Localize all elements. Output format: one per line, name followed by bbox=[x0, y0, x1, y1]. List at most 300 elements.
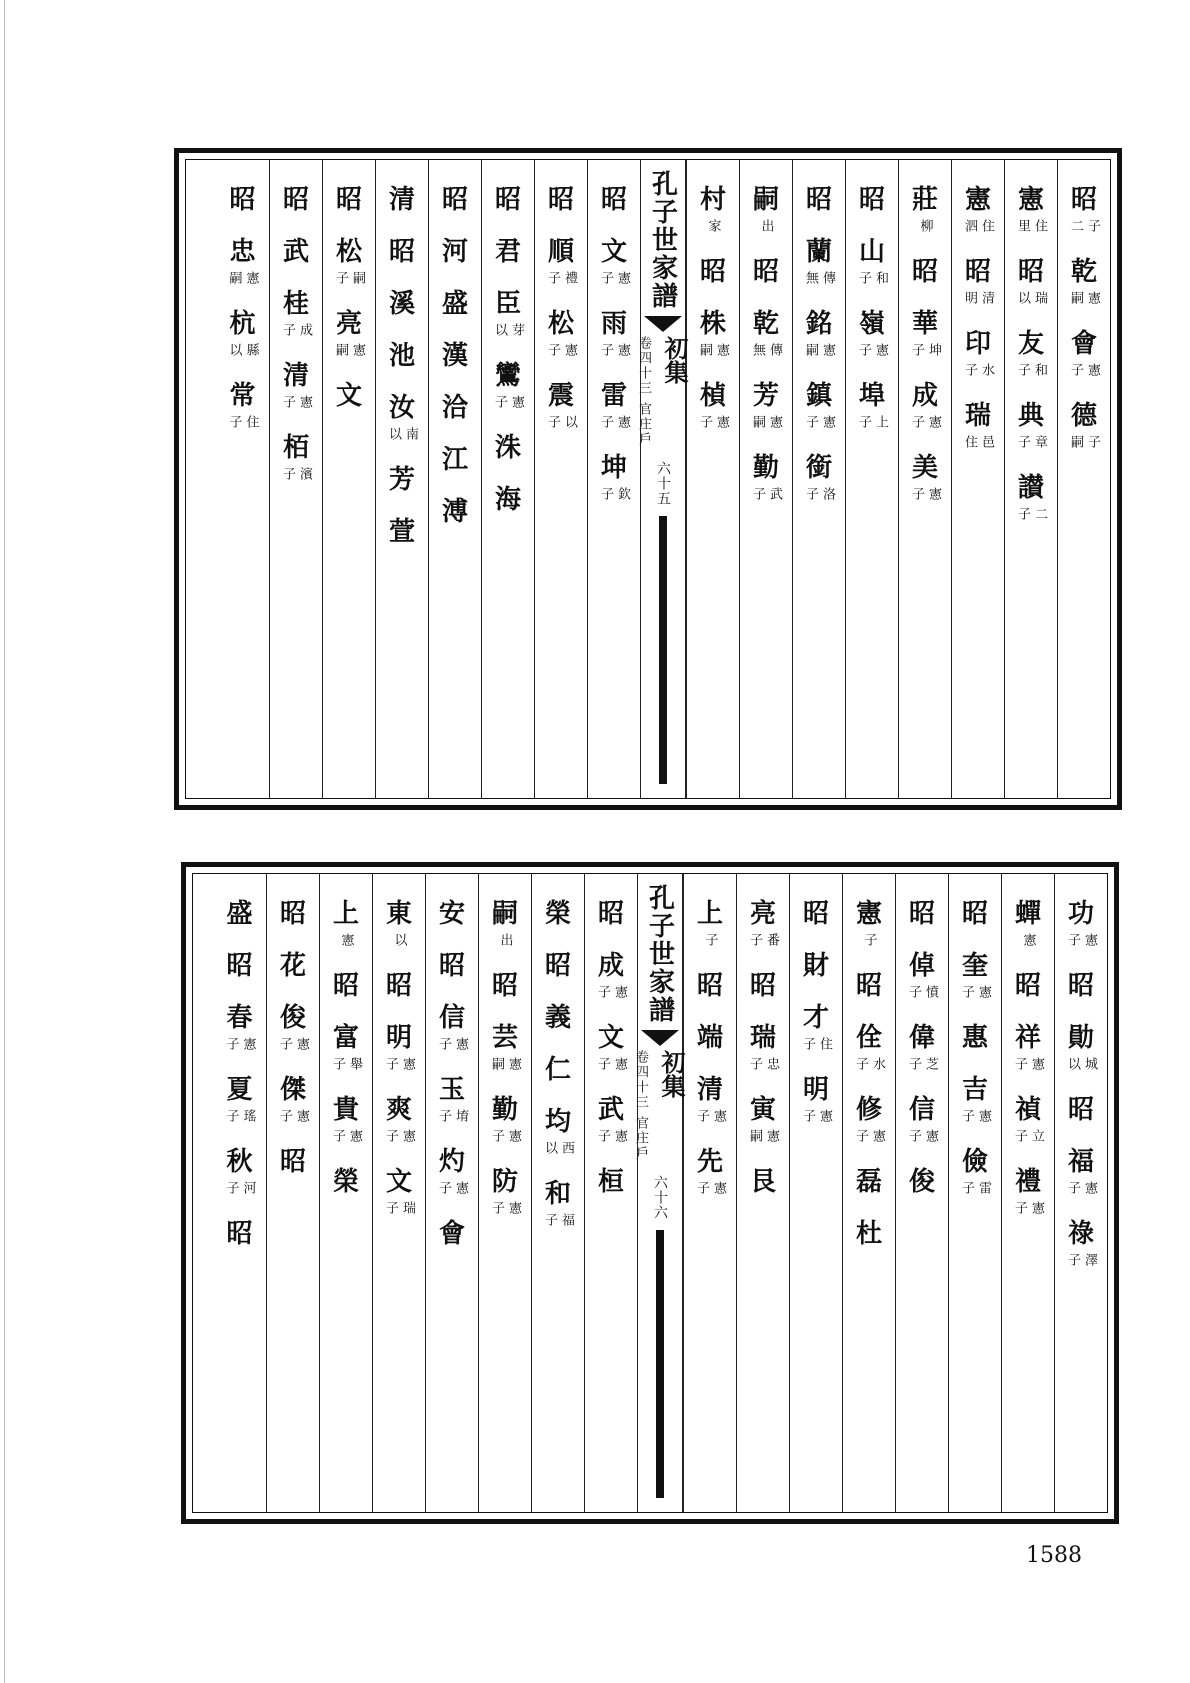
name-entry bbox=[276, 1146, 310, 1178]
annotation-line: 無 bbox=[803, 271, 818, 288]
name-character: 惠 bbox=[961, 1023, 988, 1053]
name-character: 友 bbox=[1017, 329, 1044, 359]
name-character: 雨 bbox=[600, 309, 627, 339]
entry-column bbox=[428, 160, 481, 798]
annotation-line: 憲 bbox=[1029, 1057, 1044, 1074]
name-entry bbox=[1064, 1218, 1098, 1270]
annotation-line: 子 bbox=[436, 1181, 451, 1198]
name-entry bbox=[594, 950, 628, 1002]
annotation bbox=[803, 343, 835, 360]
annotation-line: 子 bbox=[1065, 1181, 1080, 1198]
name-character: 瑞 bbox=[749, 1023, 776, 1053]
name-entry bbox=[226, 380, 260, 432]
annotation-line: 子 bbox=[697, 415, 712, 432]
name-character: 華 bbox=[911, 309, 938, 339]
name-character: 昭 bbox=[279, 899, 306, 929]
name-character: 株 bbox=[699, 309, 726, 339]
name-entry bbox=[908, 380, 942, 432]
name-entry bbox=[385, 184, 419, 216]
name-entry bbox=[488, 898, 522, 950]
annotation bbox=[595, 1129, 627, 1146]
name-character: 昭 bbox=[226, 1219, 253, 1249]
annotation bbox=[706, 219, 721, 236]
annotation-line: 憲 bbox=[294, 1109, 309, 1126]
entry-column bbox=[587, 160, 640, 798]
annotation-line: 憲 bbox=[506, 1057, 521, 1074]
name-entry bbox=[1067, 328, 1101, 380]
annotation bbox=[803, 487, 835, 504]
name-entry bbox=[544, 308, 578, 360]
name-entry bbox=[749, 256, 783, 288]
annotation bbox=[759, 219, 774, 236]
name-character: 昭 bbox=[438, 951, 465, 981]
annotation bbox=[383, 1057, 415, 1074]
annotation-line: 憲 bbox=[1020, 933, 1036, 950]
name-character: 清 bbox=[696, 1075, 723, 1105]
name-entry bbox=[746, 898, 780, 950]
name-character: 德 bbox=[1070, 401, 1097, 431]
annotation-line: 子 bbox=[856, 343, 871, 360]
annotation-line: 子 bbox=[436, 1037, 451, 1054]
annotation bbox=[542, 1141, 574, 1158]
annotation bbox=[1012, 1201, 1044, 1218]
name-entry bbox=[696, 380, 730, 432]
name-character: 文 bbox=[600, 237, 627, 267]
annotation-line: 里 bbox=[1015, 219, 1030, 236]
annotation-line: 嗣 bbox=[350, 271, 365, 288]
annotation bbox=[542, 1213, 574, 1230]
annotation bbox=[339, 933, 354, 950]
name-entry bbox=[905, 1022, 939, 1074]
annotation-line: 子 bbox=[1015, 435, 1030, 452]
name-character: 杜 bbox=[855, 1219, 882, 1249]
annotation bbox=[280, 323, 312, 340]
name-character: 才 bbox=[802, 1003, 829, 1033]
annotation bbox=[1068, 291, 1100, 308]
entry-column bbox=[1004, 160, 1057, 798]
name-character: 順 bbox=[547, 237, 574, 267]
name-entry bbox=[1064, 1146, 1098, 1198]
annotation-line: 子 bbox=[598, 271, 613, 288]
annotation bbox=[909, 487, 941, 504]
fishtail-mark bbox=[644, 316, 682, 332]
name-entry bbox=[799, 898, 833, 930]
annotation-line: 憲 bbox=[615, 415, 630, 432]
annotation-line: 子 bbox=[280, 323, 295, 340]
name-entry bbox=[435, 1146, 469, 1198]
annotation-line: 嗣 bbox=[333, 343, 348, 360]
annotation bbox=[1068, 363, 1100, 380]
annotation-line: 子 bbox=[853, 1057, 868, 1074]
name-character: 爽 bbox=[385, 1095, 412, 1125]
annotation bbox=[1012, 1057, 1044, 1074]
name-character: 鸞 bbox=[494, 361, 521, 391]
annotation bbox=[909, 343, 941, 360]
name-character: 文 bbox=[597, 1023, 624, 1053]
annotation bbox=[906, 1129, 938, 1146]
name-character: 乾 bbox=[1070, 257, 1097, 287]
annotation bbox=[803, 271, 835, 288]
name-entry bbox=[746, 1022, 780, 1074]
name-entry bbox=[1014, 184, 1048, 236]
name-entry bbox=[958, 1074, 992, 1126]
annotation-line: 以 bbox=[391, 933, 407, 950]
annotation-line: 芽 bbox=[509, 323, 524, 340]
name-entry bbox=[908, 452, 942, 504]
name-character: 玉 bbox=[438, 1075, 465, 1105]
annotation bbox=[280, 395, 312, 412]
annotation-line: 子 bbox=[595, 1057, 610, 1074]
name-entry bbox=[279, 432, 313, 484]
name-entry bbox=[746, 1166, 780, 1198]
name-character: 義 bbox=[544, 1003, 571, 1033]
name-character: 君 bbox=[494, 237, 521, 267]
name-entry bbox=[541, 950, 575, 982]
name-entry bbox=[541, 1178, 575, 1230]
name-character: 昭 bbox=[547, 185, 574, 215]
annotation-line: 瑞 bbox=[1032, 291, 1047, 308]
name-entry bbox=[1014, 256, 1048, 308]
name-character: 亮 bbox=[335, 309, 362, 339]
collection-label: 初集 bbox=[657, 1050, 686, 1098]
annotation-line: 成 bbox=[297, 323, 312, 340]
annotation-line: 憲 bbox=[926, 415, 941, 432]
annotation bbox=[694, 1109, 726, 1126]
name-entry bbox=[435, 1074, 469, 1126]
name-character: 杭 bbox=[229, 309, 256, 339]
annotation-line: 憲 bbox=[926, 487, 941, 504]
name-character: 昭 bbox=[1017, 257, 1044, 287]
annotation bbox=[697, 343, 729, 360]
name-character: 臣 bbox=[494, 289, 521, 319]
annotation-line: 二 bbox=[1068, 219, 1083, 236]
folio-number: 六十五 bbox=[655, 461, 671, 507]
name-entry bbox=[1064, 1022, 1098, 1074]
annotation-line: 以 bbox=[1065, 1057, 1080, 1074]
annotation bbox=[856, 415, 888, 432]
name-entry bbox=[696, 184, 730, 236]
annotation-line: 憲 bbox=[612, 985, 627, 1002]
name-entry bbox=[329, 898, 363, 950]
name-character: 震 bbox=[547, 381, 574, 411]
annotation bbox=[1015, 363, 1047, 380]
name-character: 先 bbox=[696, 1147, 723, 1177]
entry-column bbox=[948, 874, 1001, 1512]
name-entry bbox=[905, 950, 939, 1002]
annotation bbox=[1065, 1253, 1097, 1270]
name-entry bbox=[279, 288, 313, 340]
entry-column bbox=[216, 160, 269, 798]
annotation-line: 憲 bbox=[817, 1109, 832, 1126]
name-entry bbox=[852, 898, 886, 950]
name-entry bbox=[905, 1094, 939, 1146]
annotation-line: 水 bbox=[870, 1057, 885, 1074]
annotation bbox=[747, 1129, 779, 1146]
annotation bbox=[1068, 219, 1100, 236]
center-margin-column bbox=[633, 874, 686, 1512]
annotation-line: 番 bbox=[764, 933, 779, 950]
name-character: 昭 bbox=[855, 971, 882, 1001]
annotation-line: 憲 bbox=[1082, 933, 1097, 950]
name-character: 昭 bbox=[911, 257, 938, 287]
annotation-line: 子 bbox=[803, 487, 818, 504]
entry-column bbox=[1057, 160, 1110, 798]
annotation-line: 子 bbox=[1012, 1057, 1027, 1074]
name-entry bbox=[488, 1094, 522, 1146]
annotation-line: 子 bbox=[598, 343, 613, 360]
annotation-line: 子 bbox=[1085, 219, 1100, 236]
name-character: 春 bbox=[226, 1003, 253, 1033]
annotation-line: 舉 bbox=[347, 1057, 362, 1074]
name-entry bbox=[491, 484, 525, 516]
name-entry bbox=[802, 236, 836, 288]
annotation-line: 子 bbox=[906, 1129, 921, 1146]
annotation-line: 憲 bbox=[240, 1037, 256, 1054]
annotation-line: 以 bbox=[562, 415, 577, 432]
page-number: 1588 bbox=[1026, 1543, 1082, 1568]
name-character: 昭 bbox=[279, 1147, 306, 1177]
entry-column bbox=[534, 160, 587, 798]
annotation bbox=[959, 1109, 991, 1126]
name-character: 功 bbox=[1067, 899, 1094, 929]
annotation-line: 子 bbox=[280, 395, 295, 412]
name-entry bbox=[544, 184, 578, 216]
annotation-line: 憲 bbox=[297, 395, 312, 412]
center-margin-column bbox=[636, 160, 689, 798]
annotation-line: 子 bbox=[226, 415, 242, 432]
annotation bbox=[492, 323, 524, 340]
name-character: 祿 bbox=[1067, 1219, 1094, 1249]
name-character: 昭 bbox=[494, 185, 521, 215]
name-character: 蘭 bbox=[805, 237, 832, 267]
annotation-line: 憲 bbox=[615, 271, 630, 288]
annotation-line: 憲 bbox=[976, 985, 991, 1002]
annotation-line: 柳 bbox=[917, 219, 933, 236]
name-entry bbox=[488, 1022, 522, 1074]
name-character: 美 bbox=[911, 453, 938, 483]
annotation-line: 子 bbox=[853, 1129, 868, 1146]
name-entry bbox=[435, 1218, 469, 1250]
name-character: 昭 bbox=[696, 971, 723, 1001]
annotation-line: 子 bbox=[223, 1181, 239, 1198]
entry-column bbox=[736, 874, 789, 1512]
name-entry bbox=[382, 970, 416, 1002]
name-character: 村 bbox=[699, 185, 726, 215]
annotation-line: 憲 bbox=[562, 343, 577, 360]
annotation bbox=[383, 1201, 415, 1218]
name-character: 東 bbox=[385, 899, 412, 929]
name-character: 花 bbox=[279, 951, 306, 981]
name-entry bbox=[961, 184, 995, 236]
name-entry bbox=[958, 1022, 992, 1054]
name-character: 明 bbox=[802, 1075, 829, 1105]
name-character: 蟬 bbox=[1014, 899, 1041, 929]
name-character: 成 bbox=[597, 951, 624, 981]
name-character: 萱 bbox=[388, 517, 415, 547]
name-entry bbox=[799, 1002, 833, 1054]
annotation bbox=[800, 1109, 832, 1126]
annotation-line: 子 bbox=[223, 1109, 239, 1126]
entry-column bbox=[842, 874, 895, 1512]
name-character: 儉 bbox=[961, 1147, 988, 1177]
name-character: 福 bbox=[1067, 1147, 1094, 1177]
name-character: 昭 bbox=[908, 899, 935, 929]
name-character: 昭 bbox=[385, 971, 412, 1001]
name-entry bbox=[905, 1166, 939, 1198]
entry-column bbox=[266, 874, 319, 1512]
name-character: 洙 bbox=[494, 433, 521, 463]
name-entry bbox=[597, 380, 631, 432]
name-character: 松 bbox=[335, 237, 362, 267]
annotation-line: 泗 bbox=[962, 219, 977, 236]
page-grid bbox=[192, 873, 1108, 1513]
annotation-line: 子 bbox=[856, 271, 871, 288]
name-entry bbox=[855, 184, 889, 216]
name-entry bbox=[1064, 1094, 1098, 1126]
name-entry bbox=[693, 970, 727, 1002]
annotation-line: 子 bbox=[800, 1109, 815, 1126]
name-entry bbox=[597, 452, 631, 504]
name-character: 昭 bbox=[332, 971, 359, 1001]
name-entry bbox=[958, 898, 992, 930]
annotation-line: 子 bbox=[492, 395, 507, 412]
name-character: 洽 bbox=[441, 393, 468, 423]
annotation bbox=[498, 933, 513, 950]
name-character: 雷 bbox=[600, 381, 627, 411]
name-entry bbox=[696, 256, 730, 288]
annotation-line: 憲 bbox=[506, 1129, 521, 1146]
annotation bbox=[383, 1129, 415, 1146]
name-entry bbox=[802, 184, 836, 216]
name-entry bbox=[693, 1074, 727, 1126]
annotation-line: 憲 bbox=[347, 1129, 362, 1146]
annotation-line: 和 bbox=[873, 271, 888, 288]
entry-column bbox=[269, 160, 322, 798]
annotation-line: 子 bbox=[856, 415, 871, 432]
annotation bbox=[595, 1057, 627, 1074]
annotation bbox=[1021, 933, 1036, 950]
annotation bbox=[333, 271, 365, 288]
annotation-line: 欽 bbox=[615, 487, 630, 504]
annotation-line: 住 bbox=[979, 219, 994, 236]
annotation bbox=[959, 985, 991, 1002]
annotation-line: 清 bbox=[979, 291, 994, 308]
annotation-line: 子 bbox=[383, 1057, 398, 1074]
name-character: 昭 bbox=[1014, 971, 1041, 1001]
annotation bbox=[598, 487, 630, 504]
annotation-line: 章 bbox=[1032, 435, 1047, 452]
annotation-line: 憲 bbox=[767, 415, 782, 432]
name-character: 昭 bbox=[600, 185, 627, 215]
annotation bbox=[489, 1129, 521, 1146]
annotation-line: 芝 bbox=[923, 1057, 938, 1074]
annotation-line: 子 bbox=[1065, 1253, 1080, 1270]
name-character: 昭 bbox=[229, 185, 256, 215]
entry-column bbox=[1001, 874, 1054, 1512]
name-character: 清 bbox=[282, 361, 309, 391]
annotation-line: 水 bbox=[979, 363, 994, 380]
name-entry bbox=[799, 1074, 833, 1126]
name-entry bbox=[329, 1022, 363, 1074]
name-entry bbox=[594, 1022, 628, 1074]
annotation-line: 傳 bbox=[820, 271, 835, 288]
name-character: 昭 bbox=[699, 257, 726, 287]
name-entry bbox=[1014, 400, 1048, 452]
name-entry bbox=[385, 340, 419, 372]
name-entry bbox=[226, 236, 260, 288]
name-entry bbox=[1067, 400, 1101, 452]
book-title: 孔子世家譜 bbox=[644, 884, 675, 1024]
name-entry bbox=[749, 184, 783, 236]
name-entry bbox=[438, 236, 472, 268]
name-character: 榮 bbox=[332, 1167, 359, 1197]
name-character: 貴 bbox=[332, 1095, 359, 1125]
annotation bbox=[909, 415, 941, 432]
name-character: 武 bbox=[282, 237, 309, 267]
annotation bbox=[227, 343, 259, 360]
name-character: 瑞 bbox=[964, 401, 991, 431]
annotation-line: 立 bbox=[1029, 1129, 1044, 1146]
name-entry bbox=[696, 308, 730, 360]
name-character: 印 bbox=[964, 329, 991, 359]
name-entry bbox=[544, 380, 578, 432]
name-entry bbox=[332, 308, 366, 360]
annotation bbox=[436, 1037, 468, 1054]
name-character: 嗣 bbox=[752, 185, 779, 215]
annotation-line: 子 bbox=[545, 415, 560, 432]
name-entry bbox=[276, 950, 310, 982]
annotation bbox=[330, 1129, 362, 1146]
name-character: 栢 bbox=[282, 433, 309, 463]
annotation-line: 忠 bbox=[764, 1057, 779, 1074]
annotation-line: 子 bbox=[909, 343, 924, 360]
name-entry bbox=[544, 236, 578, 288]
name-entry bbox=[226, 184, 260, 216]
annotation-line: 子 bbox=[330, 1129, 345, 1146]
annotation-line: 子 bbox=[383, 1201, 398, 1218]
name-entry bbox=[597, 308, 631, 360]
name-character: 溪 bbox=[388, 289, 415, 319]
annotation-line: 住 bbox=[962, 435, 977, 452]
name-character: 昭 bbox=[282, 185, 309, 215]
name-character: 夏 bbox=[226, 1075, 253, 1105]
annotation bbox=[436, 1109, 468, 1126]
annotation-line: 憲 bbox=[714, 343, 729, 360]
name-character: 俊 bbox=[908, 1167, 935, 1197]
annotation bbox=[918, 219, 933, 236]
name-entry bbox=[908, 184, 942, 236]
name-entry bbox=[223, 1074, 257, 1126]
name-character: 讃 bbox=[1017, 473, 1044, 503]
annotation-line: 坤 bbox=[926, 343, 941, 360]
annotation bbox=[489, 1057, 521, 1074]
annotation bbox=[595, 985, 627, 1002]
name-entry bbox=[961, 328, 995, 380]
name-character: 漢 bbox=[441, 341, 468, 371]
name-entry bbox=[1011, 1166, 1045, 1218]
name-character: 防 bbox=[491, 1167, 518, 1197]
name-character: 昭 bbox=[441, 185, 468, 215]
name-entry bbox=[693, 1022, 727, 1054]
annotation-line: 憲 bbox=[400, 1129, 415, 1146]
name-entry bbox=[385, 516, 419, 548]
name-character: 昭 bbox=[597, 899, 624, 929]
annotation bbox=[280, 467, 312, 484]
annotation-line: 雷 bbox=[976, 1181, 991, 1198]
annotation-line: 憲 bbox=[870, 1129, 885, 1146]
name-entry bbox=[958, 950, 992, 1002]
name-character: 海 bbox=[494, 485, 521, 515]
